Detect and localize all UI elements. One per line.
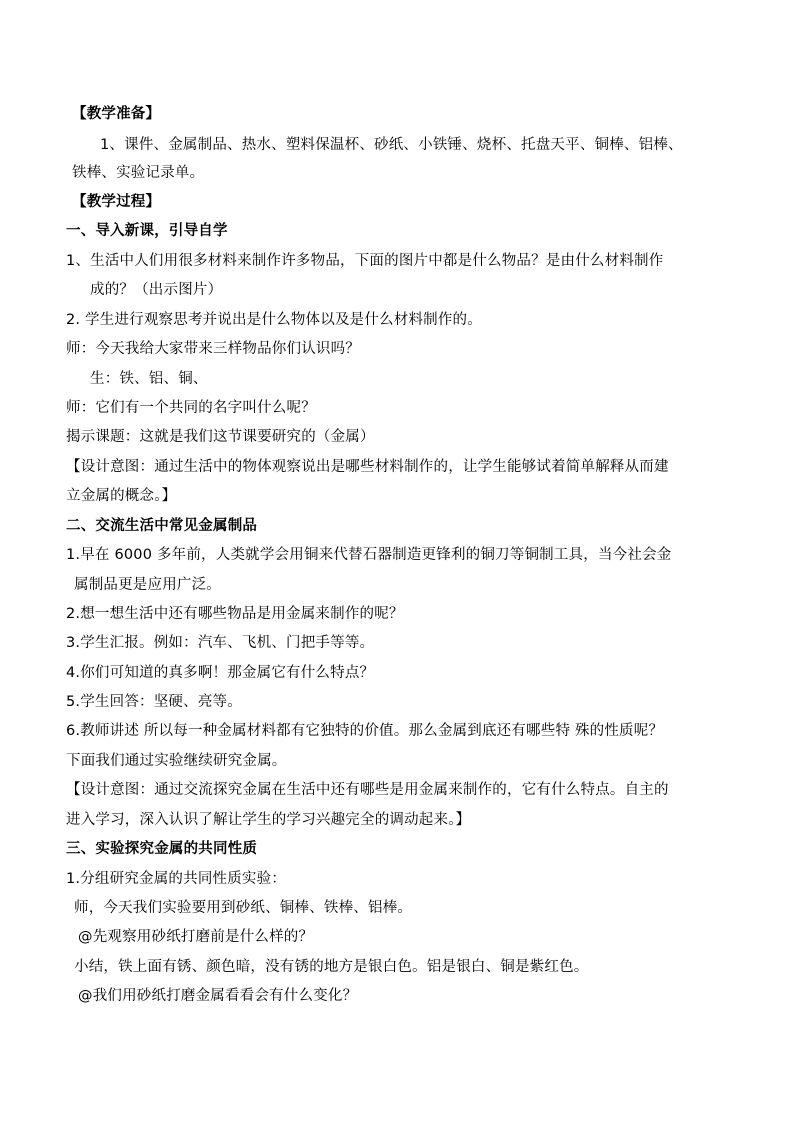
- paragraph-line: 进入学习，深入认识了解让学生的学习兴趣完全的调动起来。】: [66, 812, 471, 828]
- paragraph-line: 揭示课题：这就是我们这节课要研究的（金属）: [66, 429, 375, 445]
- paragraph-line: 铁棒、实验记录单。: [72, 165, 205, 181]
- paragraph-line: 【设计意图：通过生活中的物体观察说出是哪些材料制作的，让学生能够试着简单解释从而建: [66, 459, 669, 475]
- heading-teaching-preparation: 【教学准备】: [72, 106, 161, 122]
- paragraph-line: 1.早在 6000 多年前，人类就学会用铜来代替石器制造更锋利的铜刀等铜制工具，当今社会金: [66, 547, 672, 563]
- paragraph-line: 【设计意图：通过交流探究金属在生活中还有哪些是用金属来制作的，它有什么特点。自主的: [66, 782, 669, 798]
- paragraph-line: 师，今天我们实验要用到砂纸、铜棒、铁棒、铝棒。: [74, 900, 413, 916]
- paragraph-line: 师：它们有一个共同的名字叫什么呢？: [66, 400, 316, 416]
- heading-teaching-process: 【教学过程】: [72, 194, 161, 210]
- section-heading-2: 二、交流生活中常见金属制品: [66, 518, 258, 534]
- paragraph-line: 1、生活中人们用很多材料来制作许多物品，下面的图片中都是什么物品？是由什么材料制作: [66, 253, 664, 269]
- paragraph-line: 师：今天我给大家带来三样物品你们认识吗？: [66, 341, 360, 357]
- paragraph-line: 立金属的概念。】: [66, 488, 177, 504]
- paragraph-line: 1.分组研究金属的共同性质实验：: [66, 871, 287, 887]
- paragraph-line: 生：铁、铝、铜、: [90, 371, 208, 387]
- paragraph-line: 属制品更是应用广泛。: [74, 577, 221, 593]
- paragraph-line: @我们用砂纸打磨金属看看会有什么变化？: [78, 988, 358, 1004]
- paragraph-line: 3.学生汇报。例如：汽车、飞机、门把手等等。: [66, 635, 375, 651]
- paragraph-line: 4.你们可知道的真多啊！那金属它有什么特点？: [66, 665, 375, 681]
- paragraph-line: @先观察用砂纸打磨前是什么样的？: [78, 929, 314, 945]
- paragraph-line: 5.学生回答：坚硬、亮等。: [66, 694, 242, 710]
- paragraph-line: 2.想一想生活中还有哪些物品是用金属来制作的呢？: [66, 606, 404, 622]
- section-heading-3: 三、实验探究金属的共同性质: [66, 841, 258, 857]
- paragraph-line: 1、课件、金属制品、热水、塑料保温杯、砂纸、小铁锤、烧杯、托盘天平、铜棒、铝棒、: [100, 137, 683, 153]
- paragraph-line: 小结，铁上面有锈、颜色暗，没有锈的地方是银白色。铝是银白、铜是紫红色。: [74, 959, 589, 975]
- section-heading-1: 一、导入新课，引导自学: [66, 223, 228, 239]
- paragraph-line: 成的？（出示图片）: [90, 282, 223, 298]
- paragraph-line: 下面我们通过实验继续研究金属。: [66, 753, 287, 769]
- paragraph-line: 6.教师讲述 所以每一种金属材料都有它独特的价值。那么金属到底还有哪些特 殊的性质呢？: [66, 723, 664, 739]
- paragraph-line: 2. 学生进行观察思考并说出是什么物体以及是什么材料制作的。: [66, 312, 482, 328]
